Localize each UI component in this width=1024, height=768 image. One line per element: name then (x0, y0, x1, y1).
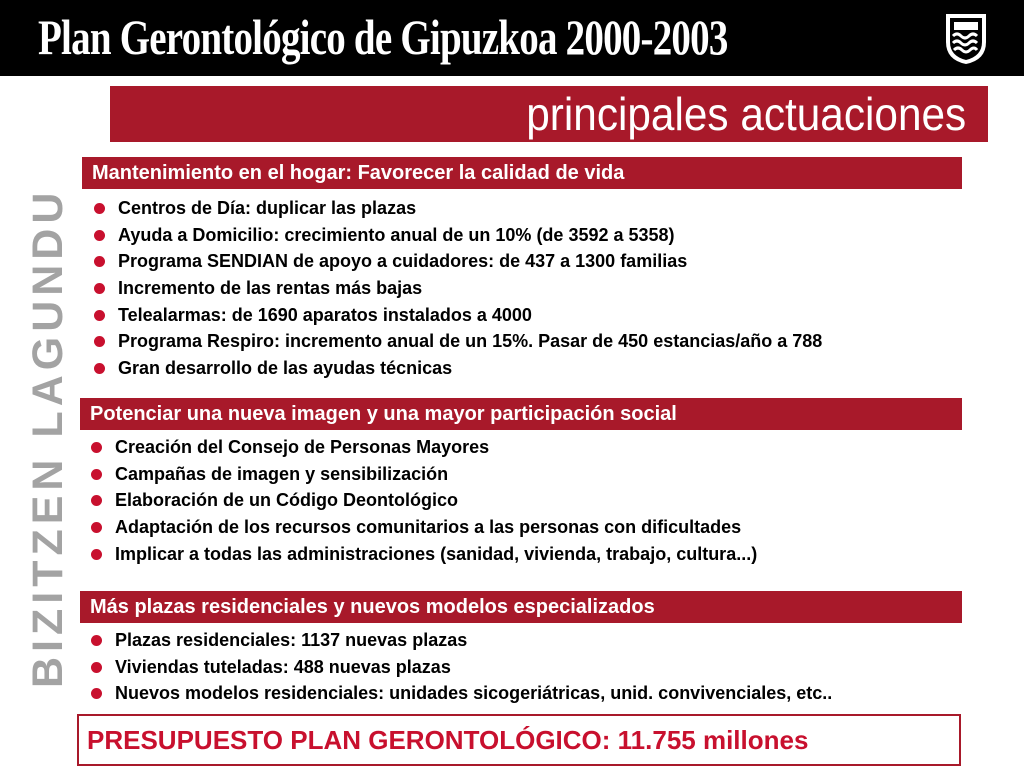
page-subtitle: principales actuaciones (526, 88, 966, 140)
bullet-dot-icon (94, 230, 105, 241)
bullet-list-home-care (90, 195, 822, 382)
list-item: Nuevos modelos residenciales: unidades sicogeriátricas, unid. convivenciales, etc.. (87, 680, 832, 707)
list-item: Creación del Consejo de Personas Mayores (87, 434, 757, 461)
section-header-home-care: Mantenimiento en el hogar: Favorecer la calidad de vida (82, 157, 962, 189)
budget-total: PRESUPUESTO PLAN GERONTOLÓGICO: 11.755 millones (87, 725, 809, 755)
bullet-dot-icon (91, 688, 102, 699)
list-item: Campañas de imagen y sensibilización (87, 461, 757, 488)
list-item: Centros de Día: duplicar las plazas (90, 195, 822, 222)
bullet-dot-icon (91, 522, 102, 533)
bullet-list-residential (87, 627, 832, 707)
bullet-dot-icon (91, 469, 102, 480)
bullet-dot-icon (94, 203, 105, 214)
bullet-dot-icon (94, 283, 105, 294)
list-item: Viviendas tuteladas: 488 nuevas plazas (87, 654, 832, 681)
title-bar (0, 0, 1024, 76)
bullet-dot-icon (94, 256, 105, 267)
list-item: Elaboración de un Código Deontológico (87, 487, 757, 514)
list-item: Ayuda a Domicilio: crecimiento anual de un 10% (de 3592 a 5358) (90, 222, 822, 249)
bullet-dot-icon (94, 336, 105, 347)
list-item: Plazas residenciales: 1137 nuevas plazas (87, 627, 832, 654)
list-item: Adaptación de los recursos comunitarios a las personas con dificultades (87, 514, 757, 541)
bullet-list-social-participation (87, 434, 757, 567)
bullet-dot-icon (94, 363, 105, 374)
vertical-slogan: BIZITZEN LAGUNDU (24, 187, 72, 688)
page-title: Plan Gerontológico de Gipuzkoa 2000-2003 (38, 9, 728, 65)
list-item: Telealarmas: de 1690 aparatos instalados a 4000 (90, 302, 822, 329)
section-header-social-participation: Potenciar una nueva imagen y una mayor participación social (80, 398, 962, 430)
list-item: Implicar a todas las administraciones (sanidad, vivienda, trabajo, cultura...) (87, 541, 757, 568)
budget-box (77, 714, 961, 766)
list-item: Gran desarrollo de las ayudas técnicas (90, 355, 822, 382)
list-item: Programa Respiro: incremento anual de un 15%. Pasar de 450 estancias/año a 788 (90, 328, 822, 355)
list-item: Programa SENDIAN de apoyo a cuidadores: de 437 a 1300 familias (90, 248, 822, 275)
list-item: Incremento de las rentas más bajas (90, 275, 822, 302)
section-header-residential: Más plazas residenciales y nuevos modelos especializados (80, 591, 962, 623)
bullet-dot-icon (91, 442, 102, 453)
bullet-dot-icon (91, 495, 102, 506)
bullet-dot-icon (91, 662, 102, 673)
bullet-dot-icon (94, 310, 105, 321)
bullet-dot-icon (91, 549, 102, 560)
coat-of-arms-icon (944, 12, 988, 66)
bullet-dot-icon (91, 635, 102, 646)
subtitle-banner (110, 86, 988, 142)
